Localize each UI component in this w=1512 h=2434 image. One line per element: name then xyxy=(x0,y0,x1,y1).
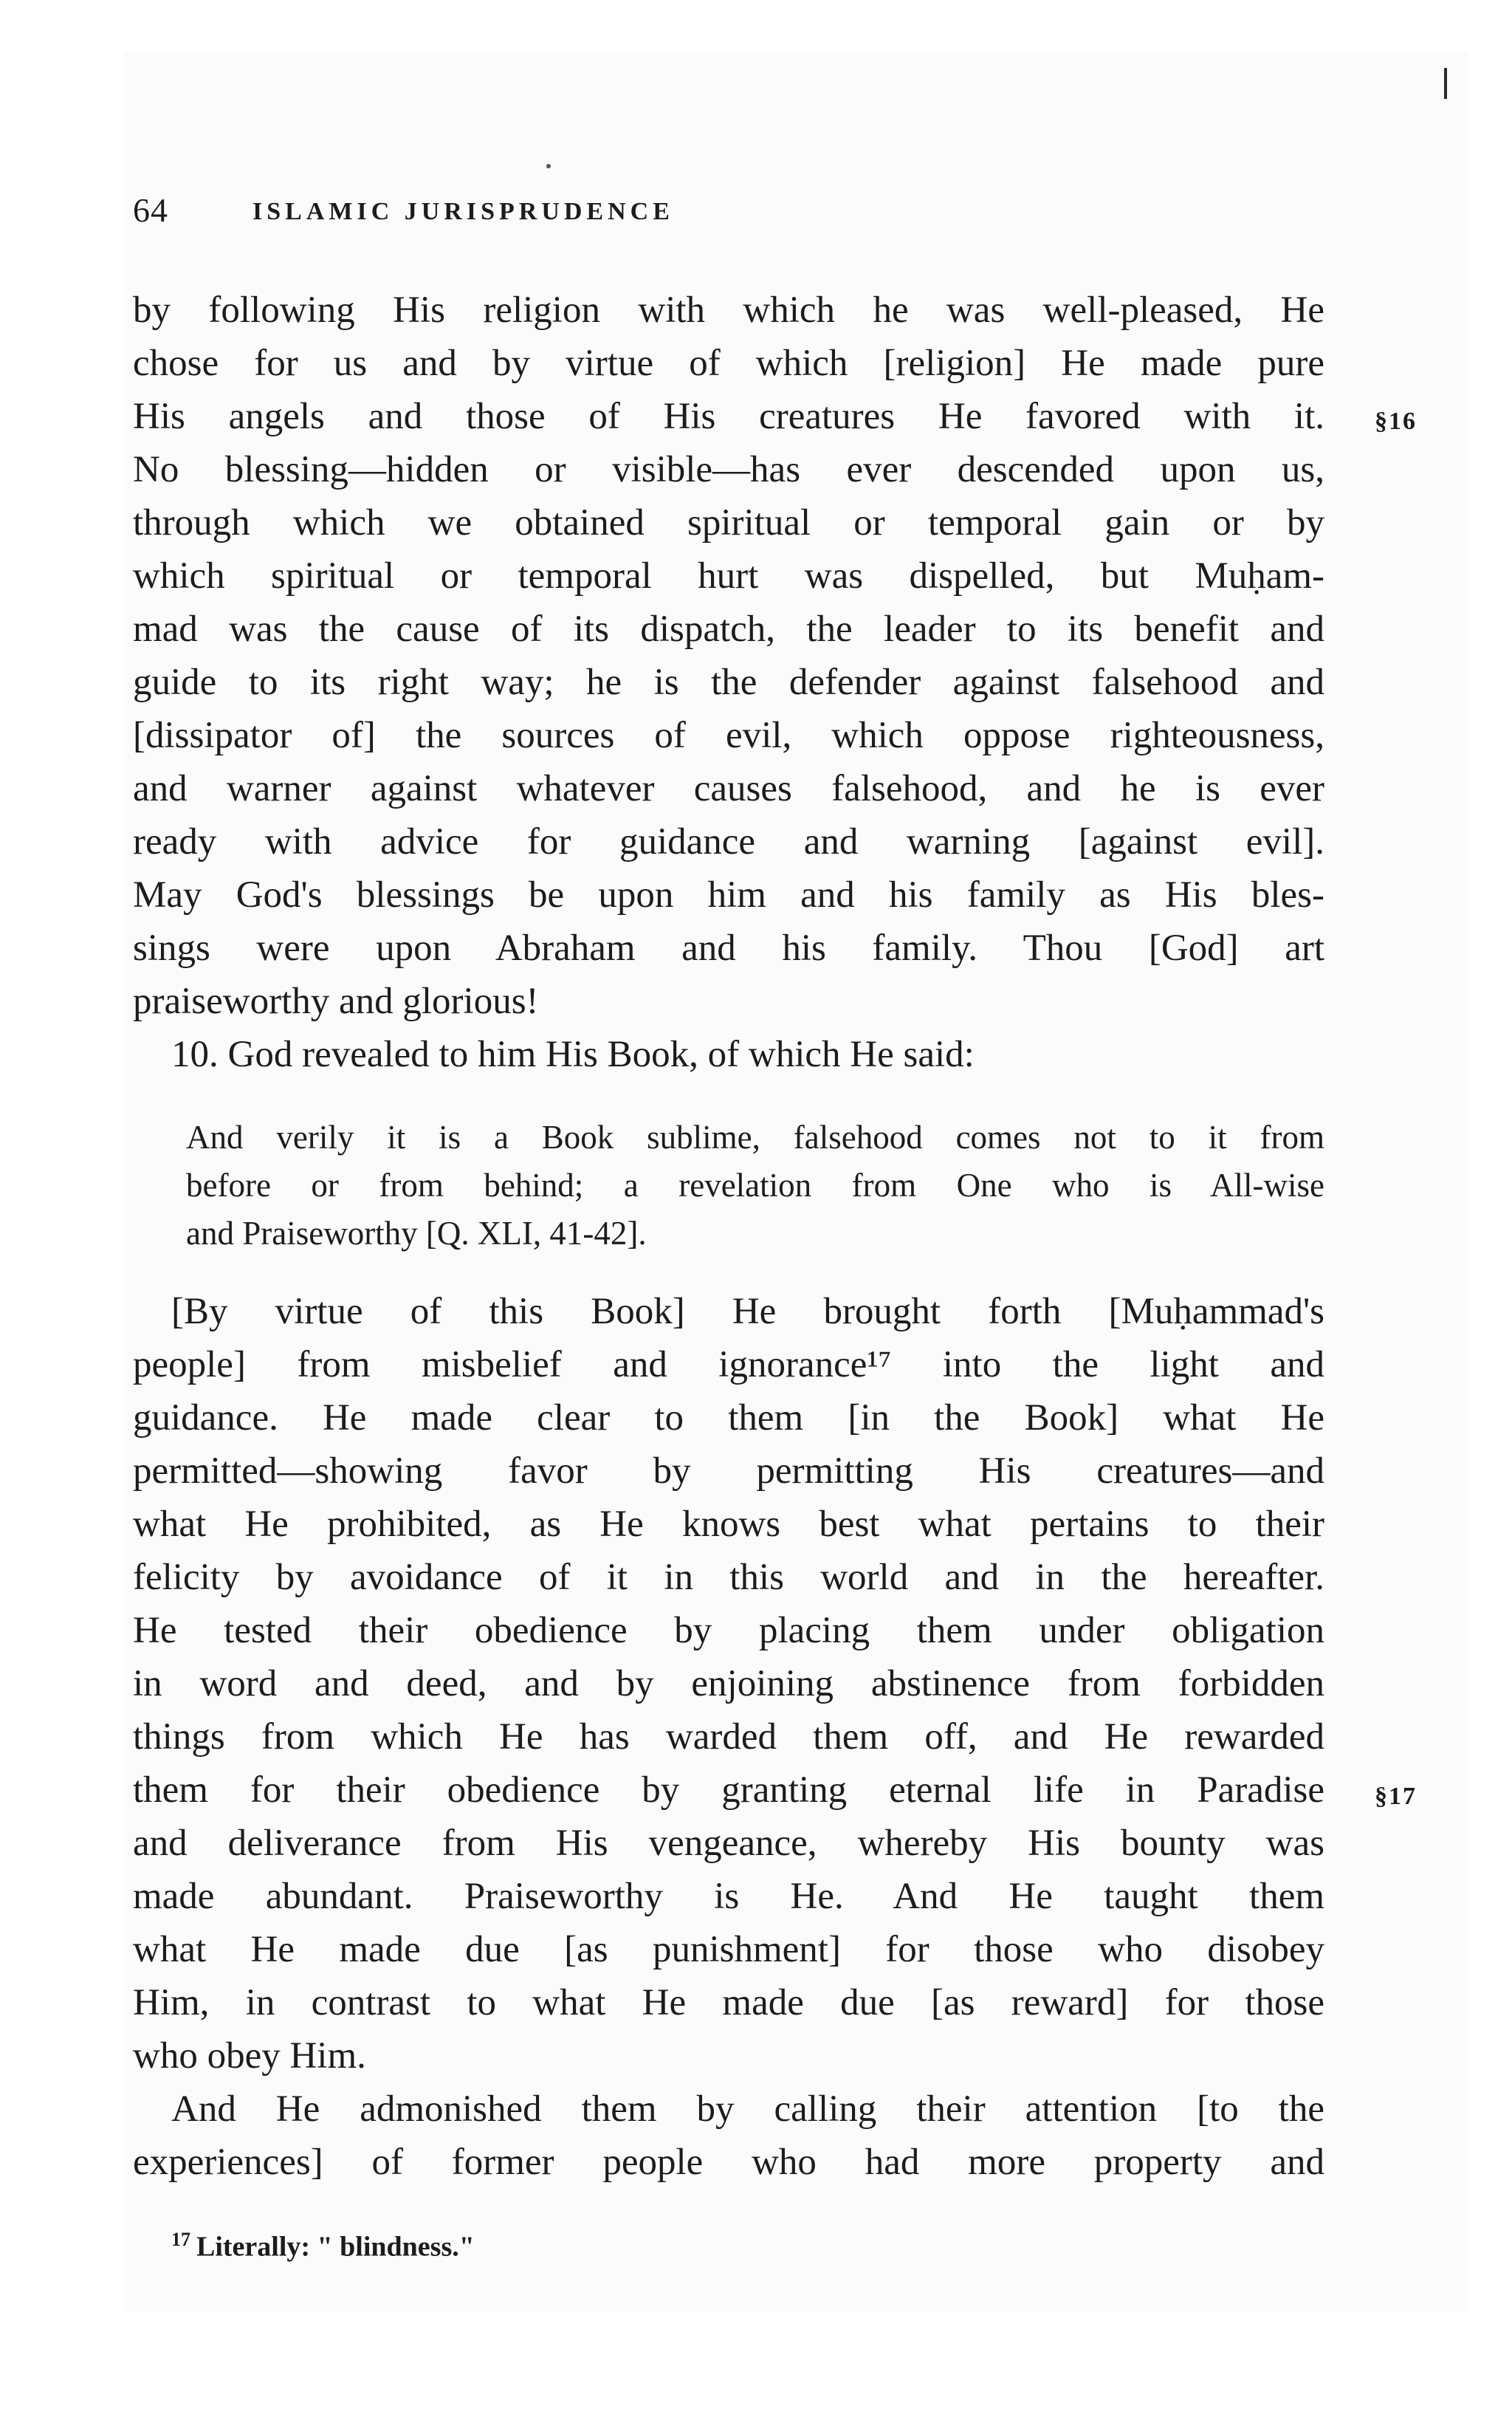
text-line: ready with advice for guidance and warning [against evil]. xyxy=(133,821,1324,863)
scan-edge-mark xyxy=(1444,68,1447,99)
text-line: [By virtue of this Book] He brought forth [Muḥammad's xyxy=(171,1291,1324,1332)
text-line: [dissipator of] the sources of evil, which oppose righteousness, xyxy=(133,715,1324,756)
text-line: things from which He has warded them off, and He rewarded xyxy=(133,1716,1324,1758)
text-line: guide to its right way; he is the defender against falsehood and xyxy=(133,662,1324,703)
text-line: No blessing—hidden or visible—has ever descended upon us, xyxy=(133,449,1324,490)
quote-line: before or from behind; a revelation from One who is All-wise xyxy=(186,1167,1324,1204)
text-line: felicity by avoidance of it in this world and in the hereafter. xyxy=(133,1557,1324,1598)
text-line: them for their obedience by granting eternal life in Paradise xyxy=(133,1769,1324,1811)
text-line: and warner against whatever causes falsehood, and he is ever xyxy=(133,768,1324,809)
text-line: Him, in contrast to what He made due [as reward] for those xyxy=(133,1982,1324,2023)
text-line: in word and deed, and by enjoining abstinence from forbidden xyxy=(133,1663,1324,1704)
text-line: and deliverance from His vengeance, whereby His bounty was xyxy=(133,1823,1324,1864)
quote-line: and Praiseworthy [Q. XLI, 41-42]. xyxy=(186,1215,647,1252)
text-line: experiences] of former people who had more property and xyxy=(133,2142,1324,2183)
text-line: mad was the cause of its dispatch, the leader to its benefit and xyxy=(133,608,1324,650)
text-line: people] from misbelief and ignorance¹⁷ into the light and xyxy=(133,1344,1324,1385)
text-line: by following His religion with which he was well-pleased, He xyxy=(133,289,1324,331)
text-line: who obey Him. xyxy=(133,2035,366,2077)
text-line: what He prohibited, as He knows best what pertains to their xyxy=(133,1504,1324,1545)
text-line: praiseworthy and glorious! xyxy=(133,981,539,1022)
text-line: permitted—showing favor by permitting His creatures—and xyxy=(133,1450,1324,1492)
text-line: His angels and those of His creatures He favored with it. xyxy=(133,396,1324,437)
text-line: sings were upon Abraham and his family. Thou [God] art xyxy=(133,928,1324,969)
paragraph-1 xyxy=(133,284,1324,1028)
text-line: And He admonished them by calling their attention [to the xyxy=(171,2088,1324,2130)
text-line: guidance. He made clear to them [in the Book] what He xyxy=(133,1397,1324,1439)
section-marker-17: §17 xyxy=(1375,1783,1417,1810)
text-line: made abundant. Praiseworthy is He. And He taught them xyxy=(133,1876,1324,1917)
text-line: May God's blessings be upon him and his family as His bles- xyxy=(133,874,1324,916)
quote-line: And verily it is a Book sublime, falsehood comes not to it from xyxy=(186,1119,1324,1156)
paragraph-3 xyxy=(133,1285,1324,2082)
running-title: ISLAMIC JURISPRUDENCE xyxy=(252,198,674,225)
block-quote xyxy=(186,1114,1324,1258)
paragraph-4 xyxy=(133,2082,1324,2189)
text-line: chose for us and by virtue of which [religion] He made pure xyxy=(133,343,1324,384)
page-header xyxy=(133,191,1329,235)
text-line: 10. God revealed to him His Book, of which He said: xyxy=(171,1034,975,1075)
footnote-mark: 17 xyxy=(171,2229,190,2250)
page-number: 64 xyxy=(133,191,168,229)
footnote-text: Literally: " blindness." xyxy=(196,2231,475,2263)
section-marker-16: §16 xyxy=(1375,408,1417,435)
paragraph-2 xyxy=(133,1028,1324,1081)
text-line: what He made due [as punishment] for those who disobey xyxy=(133,1929,1324,1970)
text-line: which spiritual or temporal hurt was dispelled, but Muḥam- xyxy=(133,555,1324,597)
footnote xyxy=(171,2229,475,2263)
text-line: He tested their obedience by placing them under obligation xyxy=(133,1610,1324,1651)
scan-speck xyxy=(546,164,551,168)
text-line: through which we obtained spiritual or temporal gain or by xyxy=(133,502,1324,544)
